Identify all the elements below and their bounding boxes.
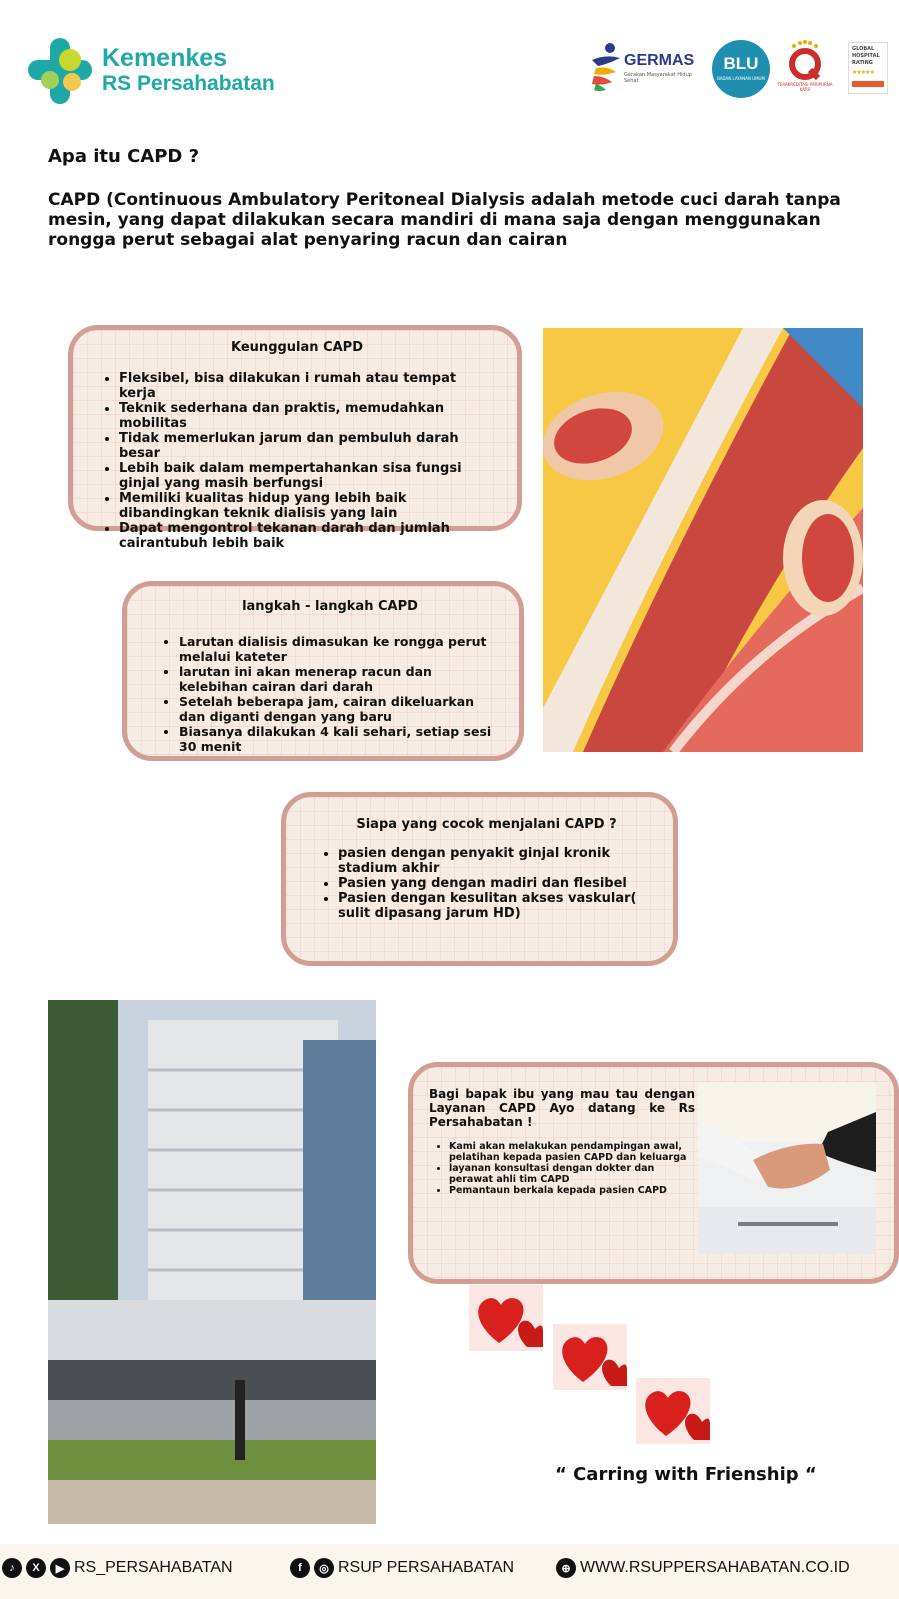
advantages-list <box>99 371 495 551</box>
blu-sub: BADAN LAYANAN UMUM <box>717 76 765 81</box>
rating-stars-icon: ★★★★★ <box>852 69 874 76</box>
website-group[interactable] <box>556 1558 850 1578</box>
youtube-icon[interactable]: ▶ <box>50 1558 70 1578</box>
globe-icon[interactable]: ⊕ <box>556 1558 576 1578</box>
list-item: • Teknik sederhana dan praktis, memudahkan mobilitas <box>119 401 495 431</box>
list-item: • Tidak memerlukan jarum dan pembuluh darah besar <box>119 431 495 461</box>
facebook-icon[interactable]: f <box>290 1558 310 1578</box>
instagram-icon[interactable]: ◎ <box>314 1558 334 1578</box>
brand <box>102 44 275 96</box>
social-handle[interactable]: RS_PERSAHABATAN <box>74 1559 233 1576</box>
kars-sub: TERAKREDITASI PARIPURNA KARS <box>777 82 833 92</box>
footer <box>0 1544 899 1599</box>
brand-line2: RS Persahabatan <box>102 72 275 95</box>
social-handle-group[interactable] <box>2 1558 233 1578</box>
list-item: • layanan konsultasi dengan dokter dan perawat ahli tim CAPD <box>449 1163 701 1185</box>
list-item: • Larutan dialisis dimasukan ke rongga perut melalui kateter <box>179 634 501 664</box>
kars-q-icon <box>774 40 836 82</box>
hospital-rating-label: GLOBAL HOSPITAL RATING <box>852 46 880 66</box>
list-item: • Biasanya dilakukan 4 kali sehari, setiap sesi 30 menit <box>179 724 501 754</box>
rating-bar <box>852 81 884 87</box>
eligibility-list <box>318 846 655 921</box>
advantages-title: Keunggulan CAPD <box>231 340 363 355</box>
cta-card <box>408 1062 899 1284</box>
question-heading: Apa itu CAPD ? <box>48 146 200 167</box>
list-item: • pasien dengan penyakit ginjal kronik stadium akhir <box>338 846 655 876</box>
list-item: • Lebih baik dalam mempertahankan sisa fungsi ginjal yang masih berfungsi <box>119 461 495 491</box>
brand-line1: Kemenkes <box>102 44 228 72</box>
tagline: “ Carring with Frienship “ <box>555 1464 817 1485</box>
hospital-building-photo <box>48 1000 376 1524</box>
definition-text: CAPD (Continuous Ambulatory Peritoneal Dialysis adalah metode cuci darah tanpa mesin, yang dapat dilakukan secara mandiri di mana saja dengan menggunakan rongga perut sebagai alat penyaring racun dan cairan <box>48 190 841 250</box>
blu-label: BLU <box>723 54 759 73</box>
fb-ig-handle[interactable]: RSUP PERSAHABATAN <box>338 1559 515 1576</box>
germas-logo <box>590 42 695 94</box>
list-item: • Kami akan melakukan pendampingan awal, pelatihan kepada pasien CAPD dan keluarga <box>449 1141 701 1163</box>
handshake-photo <box>698 1082 876 1254</box>
list-item: • Pasien dengan kesulitan akses vaskular( sulit dipasang jarum HD) <box>338 891 655 921</box>
website-link[interactable]: WWW.RSUPPERSAHABATAN.CO.ID <box>580 1559 850 1576</box>
eligibility-card <box>281 792 678 966</box>
x-icon[interactable]: X <box>26 1558 46 1578</box>
list-item: • Dapat mengontrol tekanan darah dan jumlah cairantubuh lebih baik <box>119 521 495 551</box>
eligibility-title: Siapa yang cocok menjalani CAPD ? <box>356 817 617 832</box>
list-item: • Pemantaun berkala kepada pasien CAPD <box>449 1185 701 1196</box>
advantages-card <box>68 325 522 551</box>
fb-ig-group[interactable] <box>290 1558 514 1578</box>
heart-icon <box>636 1378 710 1444</box>
steps-card <box>122 581 524 761</box>
steps-title: langkah - langkah CAPD <box>242 599 418 614</box>
list-item: • Fleksibel, bisa dilakukan i rumah atau tempat kerja <box>119 371 495 401</box>
germas-sub: Gerakan Masyarakat Hidup Sehat <box>624 72 692 84</box>
germas-label: GERMAS <box>624 52 695 69</box>
kars-logo <box>774 40 836 96</box>
heart-icon <box>553 1324 627 1390</box>
kemenkes-logo <box>28 38 92 104</box>
list-item: • Memiliki kualitas hidup yang lebih baik dibandingkan teknik dialisis yang lain <box>119 491 495 521</box>
cta-list <box>429 1141 701 1196</box>
hospital-rating-badge <box>848 42 888 94</box>
germas-figure-icon <box>590 42 622 92</box>
tiktok-icon[interactable]: ♪ <box>2 1558 22 1578</box>
heart-icon <box>469 1285 543 1351</box>
steps-list <box>159 634 501 754</box>
list-item: • larutan ini akan menerap racun dan kelebihan cairan dari darah <box>179 664 501 694</box>
blu-logo <box>712 40 770 98</box>
cta-text: Bagi bapak ibu yang mau tau dengan Layanan CAPD Ayo datang ke Rs Persahabatan ! <box>429 1087 695 1129</box>
kidney-anatomy-image <box>543 328 863 752</box>
list-item: • Setelah beberapa jam, cairan dikeluarkan dan diganti dengan yang baru <box>179 694 501 724</box>
list-item: • Pasien yang dengan madiri dan flesibel <box>338 876 655 891</box>
